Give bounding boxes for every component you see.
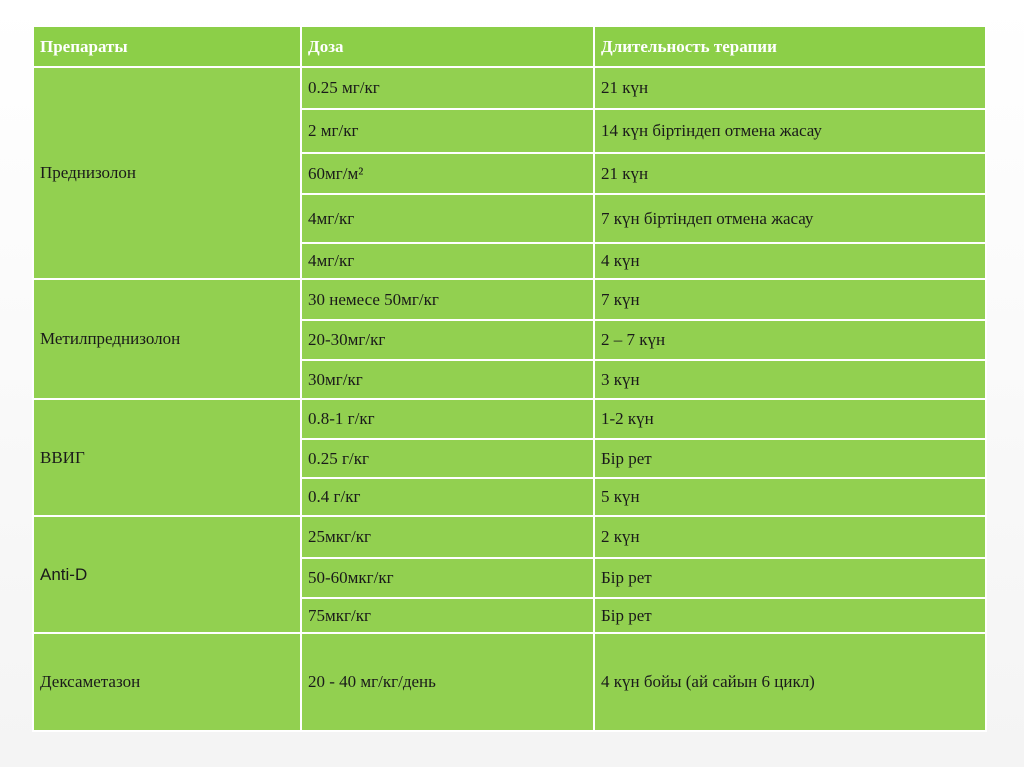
duration-cell: Бір рет xyxy=(594,598,986,633)
duration-cell: 3 күн xyxy=(594,360,986,399)
dose-cell: 2 мг/кг xyxy=(301,109,594,153)
dose-cell: 0.4 г/кг xyxy=(301,478,594,516)
dose-cell: 0.25 мг/кг xyxy=(301,67,594,109)
header-dose: Доза xyxy=(301,26,594,67)
table-row xyxy=(33,516,986,558)
duration-cell: 7 күн біртіндеп отмена жасау xyxy=(594,194,986,243)
table-row xyxy=(33,279,986,320)
dose-cell: 30 немесе 50мг/кг xyxy=(301,279,594,320)
dose-cell: 75мкг/кг xyxy=(301,598,594,633)
dose-cell: 0.25 г/кг xyxy=(301,439,594,478)
dose-cell: 0.8-1 г/кг xyxy=(301,399,594,439)
duration-cell: 2 – 7 күн xyxy=(594,320,986,360)
dose-cell: 4мг/кг xyxy=(301,194,594,243)
drug-name-cell: ВВИГ xyxy=(33,399,301,516)
dose-table xyxy=(32,25,987,732)
drug-name-cell: Anti-D xyxy=(33,516,301,633)
table-row xyxy=(33,67,986,109)
duration-cell: 5 күн xyxy=(594,478,986,516)
duration-cell: 21 күн xyxy=(594,67,986,109)
dose-cell: 25мкг/кг xyxy=(301,516,594,558)
dose-cell: 50-60мкг/кг xyxy=(301,558,594,598)
duration-cell: Бір рет xyxy=(594,558,986,598)
drug-name-cell: Метилпреднизолон xyxy=(33,279,301,399)
table-row xyxy=(33,633,986,731)
duration-cell: Бір рет xyxy=(594,439,986,478)
duration-cell: 2 күн xyxy=(594,516,986,558)
duration-cell: 14 күн біртіндеп отмена жасау xyxy=(594,109,986,153)
table-header-row xyxy=(33,26,986,67)
dose-cell: 20 - 40 мг/кг/день xyxy=(301,633,594,731)
duration-cell: 1-2 күн xyxy=(594,399,986,439)
duration-cell: 21 күн xyxy=(594,153,986,194)
dose-cell: 20-30мг/кг xyxy=(301,320,594,360)
drug-name-cell: Преднизолон xyxy=(33,67,301,279)
dose-cell: 30мг/кг xyxy=(301,360,594,399)
duration-cell: 4 күн бойы (ай сайын 6 цикл) xyxy=(594,633,986,731)
duration-cell: 4 күн xyxy=(594,243,986,279)
header-drug: Препараты xyxy=(33,26,301,67)
dose-cell: 4мг/кг xyxy=(301,243,594,279)
header-duration: Длительность терапии xyxy=(594,26,986,67)
drug-name-cell: Дексаметазон xyxy=(33,633,301,731)
dose-cell: 60мг/м² xyxy=(301,153,594,194)
duration-cell: 7 күн xyxy=(594,279,986,320)
table-row xyxy=(33,399,986,439)
